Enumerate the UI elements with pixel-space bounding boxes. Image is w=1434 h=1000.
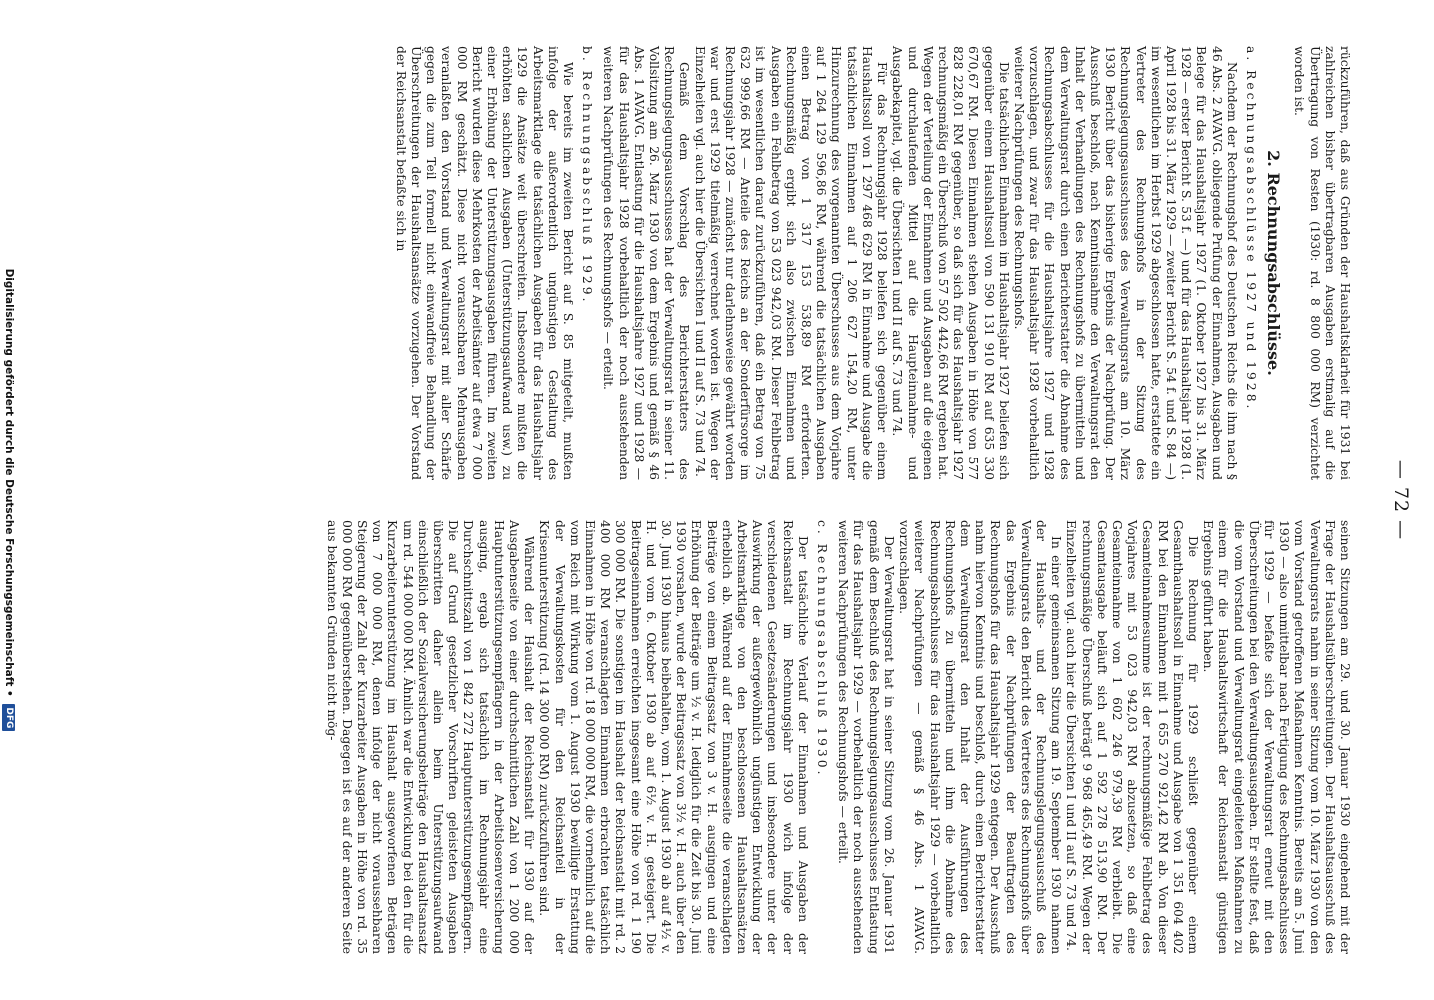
subsection-heading-b: b. Rechnungsabschluß 1929.: [580, 46, 595, 305]
paragraph: Für das Rechnungsjahr 1928 beliefen sich gegenüber einem Haushaltssoll von 1 297 468 629 RM in Einnahme und Ausgabe die tatsächlichen Einnahmen auf 1 206 627 154,20 RM, unter Hinzurechnung des vorgenannten Überschusses aus dem Vorjahre auf 1 264 129 596,86 RM, während die tatsächlichen Ausgaben einen Betrag von 1 317 153 538,89 RM erforderten. Rechnungsmäßig ergibt sich also zwischen Einnahmen und Ausgaben ein Fehlbetrag von 53 023 942,03 RM. Dieser Fehlbetrag ist im wesentlichen darauf zurückzuführen, daß ein Betrag von 75 632 999,66 RM — Anteile des Reichs an der Sonderfürsorge im Rechnungsjahr 1928 — zunächst nur darlehnsweise gewährt worden war und erst 1929 titelmäßig verrechnet worden ist. Wegen der Einzelheiten vgl. auch hier die Übersichten I und II auf S. 73 und 74.: [692, 46, 890, 480]
right-column: [323, 520, 1352, 954]
left-column: [393, 46, 1352, 480]
paragraph: rückzuführen, daß aus Gründen der Haushaltsklarheit für 1931 bei zahlreichen bisher übertragbaren Ausgaben erstmalig auf die Übertragung von Resten (1930: rd. 8 800 000 RM) verzichtet worden ist.: [1292, 46, 1352, 480]
paragraph: Wie bereits im zweiten Bericht auf S. 85 mitgeteilt, mußten infolge der außerordentlich ungünstigen Gestaltung des Arbeitsmarktlage die tatsächlichen Ausgaben für das Haushaltsjahr 1929 die Ansätze weit überschreiten. Insbesondere mußten die erhöhten sachlichen Ausgaben (Unterstützungsaufwand usw.) zu einer Erhöhung der Unterstützungsausgaben führen. Im zweiten Bericht wurden diese Mehrkosten der Arbeitsämter auf etwa 7 000 000 RM geschätzt. Diese nicht vorausschbaren Mehrausgaben veranlaßten den Vorstand und Verwaltungsrat mit aller Schärfe gegen die zum Teil formell nicht einwandfreie Behandlung der Überschreitungen der Haushaltsansätze vorzugehen. Der Vorstand der Reichsanstalt befaßte sich in: [393, 46, 576, 480]
subsection-heading-c: c. Rechnungsabschluß 1930.: [815, 520, 830, 778]
paragraph: Die Rechnung für 1929 schließt gegenüber einem Gesamthaushaltssoll in Einnahme und Ausgabe von 1 351 604 402 RM bei den Einnahmen mit 1 655 270 921,42 RM ab. Von dieser Gesamteinnahmesumme ist der rechnungsmäßige Fehlbetrag des Vorjahres mit 53 023 942,03 RM abzusetzen, so daß eine Gesamteinnahme von 1 602 246 979,39 RM verbleibt. Die Gesamtausgabe beläuft sich auf 1 592 278 513,90 RM. Der rechnungsmäßige Überschuß beträgt 9 968 465,49 RM. Wegen der Einzelheiten vgl. auch hier die Übersichten I und II auf S. 73 und 74.: [1064, 520, 1200, 954]
digitization-credit: [0, 0, 18, 1000]
paragraph: Während der Haushalt der Reichsanstalt für 1930 auf der Ausgabenseite von einer durchschnittlichen Zahl von 1 200 000 Hauptunterstützungsempfängern in der Arbeitslosenversicherung ausging, ergab sich tatsächlich im Rechnungsjahr eine Durchschnittszahl von 1 842 272 Hauptunterstützungsempfängern. Die auf Grund gesetzlicher Vorschriften geleisteten Ausgaben überschritten daher allein beim Unterstützungsaufwand einschließlich der Sozialversicherungsbeiträge den Haushaltsansatz um rd. 544 000 000 RM. Ähnlich war die Entwicklung bei den für die Kurzarbeiterunterstützung im Haushalt ausgeworfenen Beträgen von 7 000 000 RM, denen infolge der nicht voraussehbaren Steigerung der Zahl der Kurzarbeiter Ausgaben in Höhe von rd. 35 000 000 RM gegenüberstehen. Dagegen ist es auf der anderen Seite aus bekannten Gründen nicht mög-: [324, 520, 537, 954]
paragraph: In einer gemeinsamen Sitzung am 19. September 1930 nahmen der Haushalts- und der Rechnungslegungsausschuß des Verwaltungsrats den Bericht des Vertreters des Rechnungshofs über das Ergebnis der Nachprüfungen der Beauftragten des Rechnungshofs für das Haushaltsjahr 1929 entgegen. Der Ausschuß nahm hiervon Kenntnis und beschloß, durch einen Berichterstatter dem Verwaltungsrat den Inhalt der Ausführungen des Rechnungshofs zu übermitteln und ihm die Abnahme des Rechnungsabschlusses für das Haushaltsjahr 1929 — vorbehaltlich weiterer Nachprüfungen — gemäß § 46 Abs. 1 AVAVG. vorzuschlagen.: [897, 520, 1064, 954]
paragraph: Gemäß dem Vorschlag des Berichterstatters des Rechnungslegungsausschusses hat der Verwaltungsrat in seiner 11. Vollsitzung am 26. März 1930 von dem Ergebnis und gemäß § 46 Abs. 1 AVAVG. Entlastung für die Haushaltsjahre 1927 und 1928 — für das Haushaltsjahr 1928 vorbehaltlich der noch ausstehenden weiteren Nachprüfungen des Rechnungshofs — erteilt.: [601, 46, 692, 480]
paragraph: seinen Sitzungen am 29. und 30. Januar 1930 eingehend mit der Frage der Haushaltsüberschreitungen. Der Haushaltsausschuß des Verwaltungsrats nahm in seiner Sitzung vom 10. März 1930 von den vom Vorstand getroffenen Maßnahmen Kenntnis. Bereits am 5. Juni 1930 — also unmittelbar nach Fertigung des Rechnungsabschlusses für 1929 — befaßte sich der Verwaltungsrat erneut mit den Überschreitungen bei den Verwaltungsausgaben. Er stellte fest, daß die vom Vorstand und Verwaltungsrat eingeleiteten Maßnahmen zu einem für die Haushaltswirtschaft der Reichsanstalt günstigen Ergebnis geführt haben.: [1201, 520, 1352, 954]
paragraph: Nachdem der Rechnungshof des Deutschen Reichs die ihm nach § 46 Abs. 2 AVAVG. obliegende Prüfung der Einnahmen, Ausgaben und Belege für das Haushaltsjahr 1927 (1. Oktober 1927 bis 31. März 1928 — erster Bericht S. 53 f. —) und für das Haushaltsjahr 1928 (1. April 1928 bis 31. März 1929 — zweiter Bericht S. 54 f. und S. 84 —) im wesentlichen im Herbst 1929 abgeschlossen hatte, erstattete ein Vertreter des Rechnungshofs in der Sitzung des Rechnungslegungsausschusses des Verwaltungsrats am 10. März 1930 Bericht über das bisherige Ergebnis der Nachprüfung. Der Ausschuß beschloß, nach Kenntnisnahme den Verwaltungsrat den Inhalt der Verhandlungen des Rechnungshofs zu übermitteln und dem Verwaltungsrat durch einen Berichterstatter die Abnahme des Rechnungsabschlusses für die Haushaltsjahre 1927 und 1928 vorzuschlagen, und zwar für das Haushaltsjahr 1928 vorbehaltlich weiterer Nachprüfungen des Rechnungshofs.: [1011, 46, 1239, 480]
paragraph: Der tatsächliche Verlauf der Einnahmen und Ausgaben der Reichsanstalt im Rechnungsjahr 1930 wich infolge der verschiedenen Gesetzesänderungen und insbesondere unter der Auswirkung der außergewöhnlich ungünstigen Entwicklung der Arbeitsmarktlage von den beschlossenen Haushaltsansätzen erheblich ab. Während auf der Einnahmeseite die veranschlagten Beiträge von einem Beitragssatz von 3 v. H. ausgingen und eine Erhöhung der Beiträge um ½ v. H. lediglich für die Zeit bis 30. Juni 1930 vorsahen, wurde der Beitragssatz von 3½ v. H. auch über den 30. Juni 1930 hinaus beibehalten, vom 1. August 1930 ab auf 4½ v. H. und vom 6. Oktober 1930 ab auf 6½ v. H. gesteigert. Die Beitragseinnahmen erreichten insgesamt eine Höhe von rd. 1 190 300 000 RM. Die sonstigen im Haushalt der Reichsanstalt mit rd. 2 400 000 RM veranschlagten Einnahmen erbrachten tatsächlich Einnahmen in Höhe von rd. 18 000 000 RM, die vornehmlich auf die vom Reich mit Wirkung vom 1. August 1930 bewilligte Erstattung der Verwaltungskosten für den Reichsanteil in der Krisenunterstützung (rd. 14 300 000 RM) zurückzuführen sind.: [537, 520, 810, 954]
paragraph: Der Verwaltungsrat hat in seiner Sitzung vom 26. Januar 1931 gemäß dem Beschluß des Rechnungslegungsausschusses Entlastung für das Haushaltsjahr 1929 — vorbehaltlich der noch ausstehenden weiteren Nachprüfungen des Rechnungshofs — erteilt.: [836, 520, 896, 954]
page-number: — 72 —: [1390, 459, 1412, 541]
subsection-heading-a: a. Rechnungsabschlüsse 1927 und 1928.: [1243, 46, 1258, 412]
digitization-credit-text: Digitalisierung gefördert durch die Deutsche Forschungsgemeinschaft •: [3, 268, 15, 697]
section-title: 2. Rechnungsabschlüsse.: [1264, 150, 1284, 376]
paragraph: Die tatsächlichen Einnahmen im Haushaltsjahr 1927 beliefen sich gegenüber einem Haushaltssoll von 590 131 910 RM auf 635 330 670,67 RM. Diesen Einnahmen stehen Ausgaben in Höhe von 577 828 228,01 RM gegenüber, so daß sich für das Haushaltsjahr 1927 rechnungsmäßig ein Überschuß von 57 502 442,66 RM ergeben hat. Wegen der Verteilung der Einnahmen und Ausgaben auf die eigenen und durchlaufenden Mittel auf die Haupteinnahme- und Ausgabekapitel, vgl. die Übersichten I und II auf S. 73 und 74.: [890, 46, 1011, 480]
dfg-logo: DFG: [3, 704, 16, 731]
